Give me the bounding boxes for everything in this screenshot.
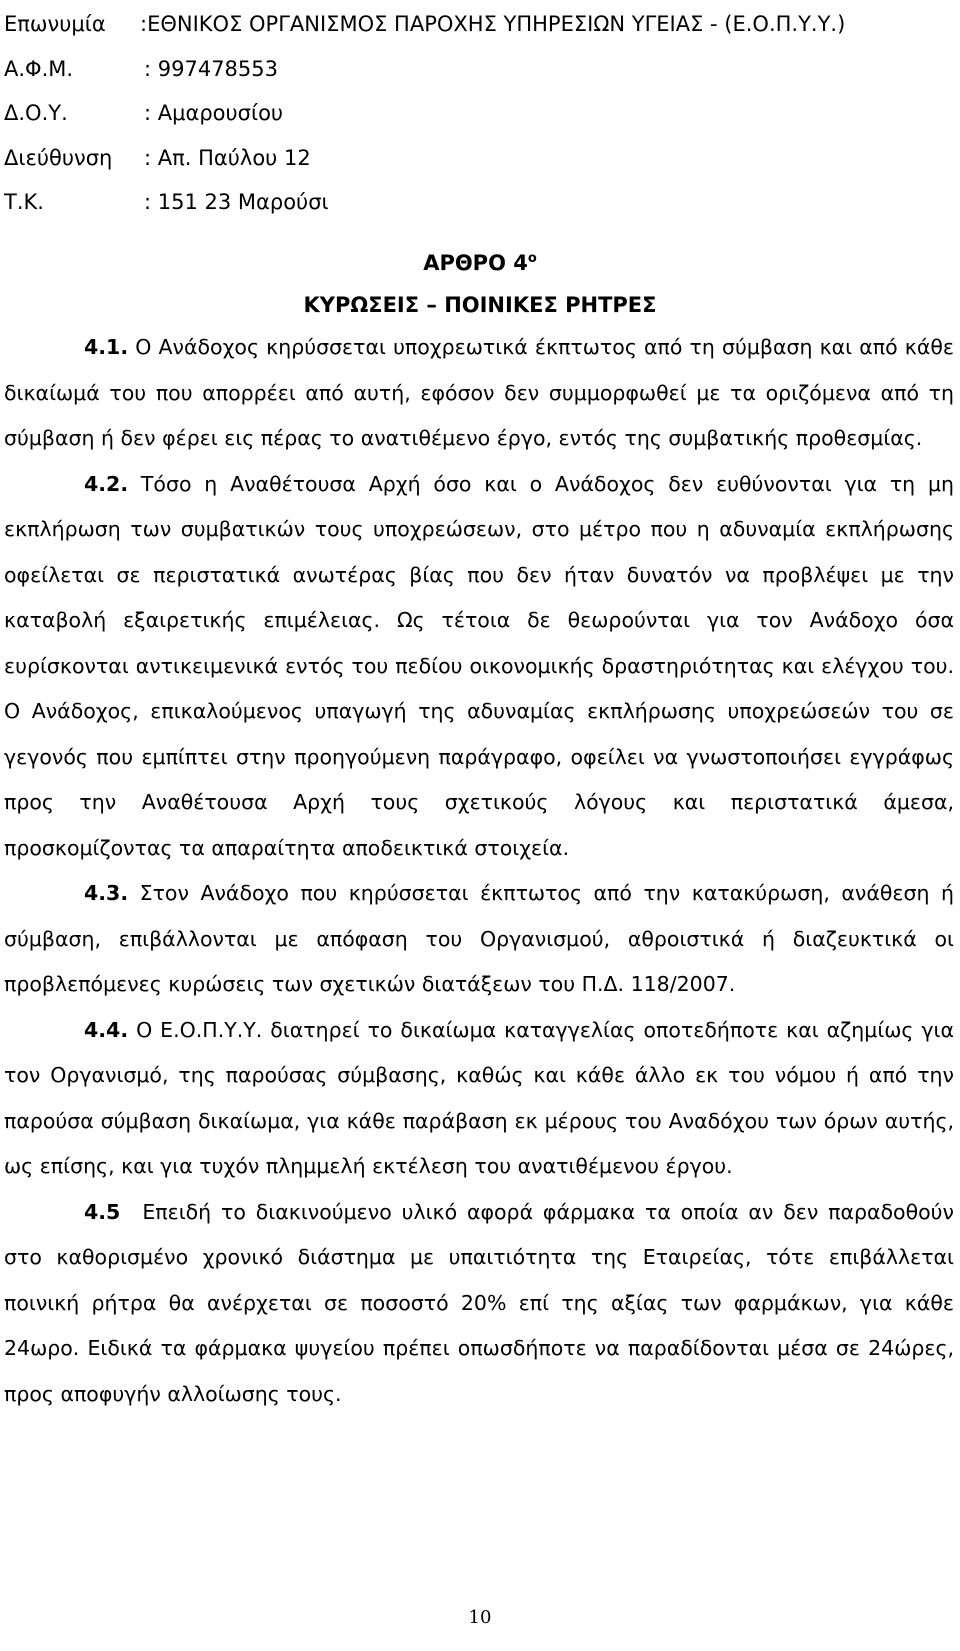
header-row-address [4, 136, 954, 181]
paragraph-4-3 [4, 871, 954, 1008]
header-label: Επωνυμία [4, 12, 106, 36]
article-body [4, 325, 954, 1417]
paragraph-number: 4.3. [84, 881, 129, 905]
header-row-name [4, 2, 954, 47]
paragraph-text: Επειδή το διακινούμενο υλικό αφορά φάρμακα τα οποία αν δεν παραδοθούν στο καθορισμένο χρονικό διάστημα με υπαιτιότητα της Εταιρείας, τότε επιβάλλεται ποινική ρήτρα θα ανέρχεται σε ποσοστό 20% επί της αξίας των φαρμάκων, για κάθε 24ωρο. Ειδικά τα φάρμακα ψυγείου πρέπει οπωσδήποτε να παραδίδονται μέσα σε 24ώρες, προς αποφυγήν αλλοίωσης τους. [4, 1199, 954, 1406]
paragraph-number: 4.4. [84, 1017, 129, 1042]
header-value: : Αμαρουσίου [144, 101, 284, 125]
header-row-afm [4, 47, 954, 92]
paragraph-4-4 [4, 1008, 954, 1190]
page-number: 10 [468, 1607, 492, 1628]
header-label: Τ.Κ. [4, 190, 44, 214]
paragraph-number: 4.1. [84, 335, 129, 359]
header-value: :ΕΘΝΙΚΟΣ ΟΡΓΑΝΙΣΜΟΣ ΠΑΡΟΧΗΣ ΥΠΗΡΕΣΙΩΝ ΥΓΕΙΑΣ - (Ε.Ο.Π.Υ.Υ.) [140, 12, 846, 36]
article-number-text: ΑΡΘΡΟ 4 [423, 251, 528, 275]
article-number [0, 248, 960, 278]
header-label: Α.Φ.Μ. [4, 56, 74, 81]
header-row-doy [4, 91, 954, 136]
paragraph-text: Στον Ανάδοχο που κηρύσσεται έκπτωτος από την κατακύρωση, ανάθεση ή σύμβαση, επιβάλλονται με απόφαση του Οργανισμού, αθροιστικά ή διαζευκτικά οι προβλεπόμενες κυρώσεις των σχετικών διατάξεων του Π.Δ. 118/2007. [4, 881, 954, 996]
paragraph-text: Τόσο η Αναθέτουσα Αρχή όσο και ο Ανάδοχος δεν ευθύνονται για τη μη εκπλήρωση των συμβατικών τους υποχρεώσεων, στο μέτρο που η αδυναμία εκπλήρωσης οφείλεται σε περιστατικά ανωτέρας βίας που δεν ήταν δυνατόν να προβλέψει με την καταβολή εξαιρετικής επιμέλειας. Ως τέτοια δε θεωρούνται για τον Ανάδοχο όσα ευρίσκονται αντικειμενικά εντός του πεδίου οικονομικής δραστηριότητας και ελέγχου του. Ο Ανάδοχος, επικαλούμενος υπαγωγή της αδυναμίας εκπλήρωσης υποχρεώσεών του σε γεγονός που εμπίπτει στην προηγούμενη παράγραφο, οφείλει να γνωστοποιήσει εγγράφως προς την Αναθέτουσα Αρχή τους σχετικούς λόγους και περιστατικά άμεσα, προσκομίζοντας τα απαραίτητα αποδεικτικά στοιχεία. [4, 471, 954, 860]
article-number-superscript: ο [527, 251, 537, 266]
paragraph-text: Ο Ε.Ο.Π.Υ.Υ. διατηρεί το δικαίωμα καταγγελίας οποτεδήποτε και αζημίως για τον Οργανισμό, της παρούσας σύμβασης, καθώς και κάθε άλλο εκ του νόμου ή από την παρούσα σύμβαση δικαίωμα, για κάθε παράβαση εκ μέρους του Αναδόχου των όρων αυτής, ως επίσης, και για τυχόν πλημμελή εκτέλεση του ανατιθέμενου έργου. [4, 1017, 954, 1178]
paragraph-number: 4.5 [84, 1199, 121, 1224]
header-row-postcode [4, 180, 954, 225]
paragraph-4-1 [4, 325, 954, 462]
paragraph-text: Ο Ανάδοχος κηρύσσεται υποχρεωτικά έκπτωτος από τη σύμβαση και από κάθε δικαίωμά του που απορρέει από αυτή, εφόσον δεν συμμορφωθεί με τα οριζόμενα από τη σύμβαση ή δεν φέρει εις πέρας το ανατιθέμενο έργο, εντός της συμβατικής προθεσμίας. [4, 335, 954, 450]
header-label: Διεύθυνση [4, 145, 113, 170]
article-subtitle: ΚΥΡΩΣΕΙΣ – ΠΟΙΝΙΚΕΣ ΡΗΤΡΕΣ [303, 293, 657, 317]
paragraph-number: 4.2. [84, 471, 129, 496]
header-value: : 151 23 Μαρούσι [144, 190, 329, 214]
header-value: : Απ. Παύλου 12 [144, 145, 311, 170]
paragraph-4-2 [4, 462, 954, 872]
paragraph-4-5 [4, 1190, 954, 1418]
header-info [4, 2, 954, 225]
header-value: : 997478553 [144, 56, 278, 81]
header-label: Δ.Ο.Υ. [4, 101, 68, 125]
